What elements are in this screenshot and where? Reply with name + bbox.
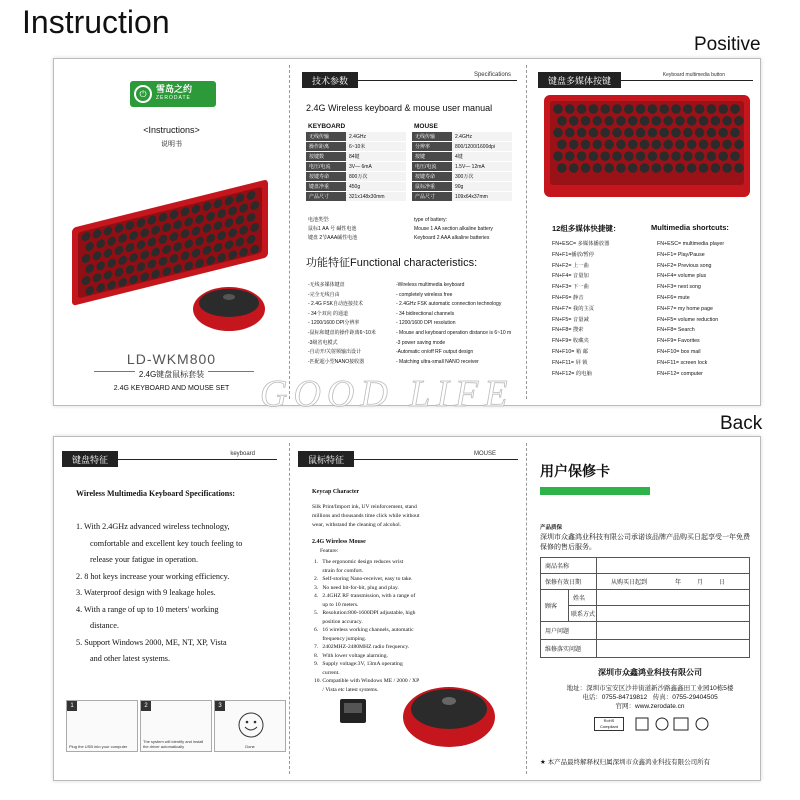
positive-label: Positive bbox=[694, 34, 761, 55]
text-line: - 1200/1600 DPI分辨率 bbox=[308, 320, 360, 327]
spec-key: 产品尺寸 bbox=[412, 192, 452, 201]
text-line: 1. With 2.4GHz advanced wireless technology, bbox=[76, 522, 230, 531]
text-line: FN+F11= 屏 锁 bbox=[552, 359, 588, 366]
mouse-spec-table bbox=[412, 131, 512, 202]
text-line: 4. 2.4GHZ RF transmission, with a range of bbox=[314, 593, 416, 599]
key-cap bbox=[683, 151, 693, 161]
key-cap bbox=[699, 163, 709, 173]
text-line: 3. Waterproof design with 9 leakage holes. bbox=[76, 588, 216, 597]
mouse-features-header: 鼠标特征 MOUSE bbox=[298, 451, 518, 467]
text-line: FN+F2= Previous song bbox=[657, 262, 712, 269]
text-line: 电池类型: bbox=[308, 217, 330, 223]
key-cap bbox=[730, 151, 740, 161]
text-line: FN+F7= my home page bbox=[657, 305, 713, 312]
key-cap bbox=[683, 128, 693, 138]
text-line: FN+ESC= 多媒体播放器 bbox=[552, 241, 610, 247]
key-cap bbox=[589, 151, 599, 161]
spec-row bbox=[412, 132, 512, 141]
key-cap bbox=[711, 163, 721, 173]
key-cap bbox=[659, 128, 669, 138]
instructions-label: <Instructions> bbox=[143, 125, 200, 135]
text-line: strain for comfort. bbox=[314, 567, 364, 574]
text-line: 2. 8 hot keys increase your working efficiency. bbox=[76, 571, 230, 581]
keyboard-spec-table bbox=[306, 131, 406, 202]
power-icon: ⏻ bbox=[134, 85, 152, 103]
front-sheet bbox=[53, 58, 761, 406]
key-cap bbox=[616, 116, 626, 126]
text-line: position accuracy. bbox=[314, 618, 363, 625]
key-cap bbox=[671, 151, 681, 161]
key-cap bbox=[659, 104, 669, 114]
key-cap bbox=[695, 151, 705, 161]
key-cap bbox=[624, 151, 634, 161]
spec-key: 按键寿命 bbox=[306, 172, 346, 181]
text-line: FN+F9= Favorites bbox=[657, 338, 700, 345]
text-line: FN+F3= 下一曲 bbox=[552, 284, 589, 291]
text-line: - 34 bidirectional channels bbox=[396, 310, 455, 317]
spec-value: 2.4GHz bbox=[452, 132, 512, 141]
key-cap bbox=[640, 116, 650, 126]
spec-key: 电压/电流 bbox=[306, 162, 346, 171]
key-cap bbox=[628, 116, 638, 126]
text-line: FN+F6= mute bbox=[657, 294, 690, 301]
text-line: Mouse 1 AA section alkaline battery bbox=[414, 226, 493, 232]
subtitle-cn: 2.4G键盘鼠标套装 bbox=[54, 369, 289, 380]
key-cap bbox=[652, 140, 662, 150]
text-line: FN+F2= 上一曲 bbox=[552, 262, 589, 269]
key-cap bbox=[675, 116, 685, 126]
text-line: and other latest systems. bbox=[90, 654, 171, 663]
rohs-badge: RoHS Compliant bbox=[594, 717, 624, 731]
key-cap bbox=[675, 140, 685, 150]
text-line: -3级省电模式 bbox=[308, 339, 338, 346]
text-line: -Wireless multimedia keyboard bbox=[396, 282, 465, 288]
text-line: 7. 2402MHZ-2480MHZ radio frequency. bbox=[314, 644, 410, 650]
battery-cn bbox=[308, 216, 357, 243]
text-line: 5. Resolution:800-1600DPI adjustable, high bbox=[314, 610, 416, 616]
text-line: 2. Self-storing Nano-receiver, easy to take. bbox=[314, 576, 413, 582]
text-line: FN+F1=播放/暂停 bbox=[552, 251, 595, 258]
keycap-text bbox=[312, 503, 420, 530]
key-cap bbox=[687, 163, 697, 173]
text-line: type of battery: bbox=[414, 217, 448, 223]
row-repair: 维修落实问题 bbox=[541, 640, 597, 657]
mm-en-title: Multimedia shortcuts: bbox=[651, 223, 729, 232]
key-cap bbox=[569, 140, 579, 150]
text-line: -鼠标和键盘的操作距离6~10米 bbox=[308, 329, 376, 336]
key-cap bbox=[734, 140, 744, 150]
key-cap bbox=[707, 104, 717, 114]
key-cap bbox=[671, 128, 681, 138]
key-cap bbox=[565, 104, 575, 114]
field-name[interactable] bbox=[597, 558, 749, 573]
subtitle-en: 2.4G KEYBOARD AND MOUSE SET bbox=[113, 385, 230, 392]
key-cap bbox=[640, 163, 650, 173]
text-line: - 2.4G FSK自动连接技术 bbox=[308, 301, 364, 308]
page-title: Instruction bbox=[22, 4, 170, 40]
key-cap bbox=[659, 151, 669, 161]
spec-row bbox=[306, 132, 406, 141]
company-address: 地址：深圳市宝安区沙井街道新沙路鑫鑫田工业园10栋5楼 bbox=[566, 685, 734, 692]
key-cap bbox=[730, 104, 740, 114]
spec-row bbox=[412, 172, 512, 181]
key-cap bbox=[707, 151, 717, 161]
manual-title: 2.4G Wireless keyboard & mouse user manual bbox=[306, 103, 493, 113]
key-cap bbox=[581, 116, 591, 126]
text-line: Keyboard 2 AAA alkaline batteries bbox=[414, 235, 490, 241]
text-line: - 2.4GHz FSK automatic connection technology bbox=[396, 301, 502, 308]
spec-value: 84键 bbox=[346, 152, 406, 161]
spec-key: 键盘净重 bbox=[306, 182, 346, 191]
instructions-cn: 说明书 bbox=[161, 141, 182, 148]
fold-line bbox=[289, 65, 290, 399]
key-cap bbox=[671, 104, 681, 114]
spec-row bbox=[306, 152, 406, 161]
keyboard-top-illustration bbox=[542, 93, 752, 201]
text-line: FN+ESC= multimedia player bbox=[657, 241, 725, 247]
text-line: FN+F4= 音量加 bbox=[552, 273, 589, 280]
service-label: 产品质保 bbox=[540, 525, 563, 531]
text-line: - Matching ultra-small NANO receiver bbox=[396, 358, 479, 365]
text-line: FN+F12= 的电脑 bbox=[552, 370, 592, 377]
text-line: - completely wireless free bbox=[396, 291, 453, 298]
key-cap bbox=[593, 140, 603, 150]
text-line: 3. No need bit-for-bit, plug and play. bbox=[314, 584, 399, 591]
spec-value: 321x148x30mm bbox=[346, 192, 406, 201]
warranty-form bbox=[540, 557, 750, 658]
spec-key: 按键 bbox=[412, 152, 452, 161]
keycap-title: Keycap Character bbox=[312, 489, 360, 495]
spec-value: 800/1200/1600dpi bbox=[452, 142, 512, 151]
watermark: GOOD LIFE bbox=[260, 373, 514, 415]
green-bar bbox=[540, 487, 650, 495]
mouse-spec-title: MOUSE bbox=[414, 123, 438, 130]
key-cap bbox=[557, 116, 567, 126]
spec-row bbox=[306, 182, 406, 191]
text-line: 6. 16 wireless working channels, automatic bbox=[314, 627, 414, 633]
key-cap bbox=[687, 116, 697, 126]
spec-row bbox=[412, 152, 512, 161]
spec-row bbox=[412, 142, 512, 151]
key-cap bbox=[581, 163, 591, 173]
text-line: 鼠标1 AA 号 碱性电池 bbox=[308, 226, 357, 232]
text-line: wear, withstand the cleaning of alcohol. bbox=[312, 522, 402, 528]
spec-key: 鼠标净重 bbox=[412, 182, 452, 191]
key-cap bbox=[557, 140, 567, 150]
smiley-icon bbox=[237, 711, 265, 739]
brand-logo bbox=[130, 81, 216, 107]
key-cap bbox=[577, 128, 587, 138]
text-line: -无线多媒体键盘 bbox=[308, 282, 345, 288]
install-step-2: 2 The system will identify and install the driver automatically bbox=[140, 700, 212, 752]
fold-line bbox=[526, 65, 527, 399]
key-cap bbox=[675, 163, 685, 173]
text-line: frequency jumping. bbox=[314, 635, 367, 642]
key-cap bbox=[589, 128, 599, 138]
mm-cn-list bbox=[552, 239, 609, 379]
key-cap bbox=[612, 128, 622, 138]
spec-key: 按键寿命 bbox=[412, 172, 452, 181]
key-cap bbox=[640, 140, 650, 150]
row-contact: 联系方式 bbox=[569, 606, 597, 621]
text-line: - 1200/1600 DPI resolution bbox=[396, 320, 456, 327]
key-cap bbox=[648, 104, 658, 114]
install-step-3: 3 Done bbox=[214, 700, 286, 752]
key-cap bbox=[569, 163, 579, 173]
key-cap bbox=[711, 140, 721, 150]
company-site: 官网：www.zerodate.cn bbox=[615, 703, 685, 710]
key-cap bbox=[616, 140, 626, 150]
spec-value: 90g bbox=[452, 182, 512, 191]
usb-receiver-illustration bbox=[334, 691, 374, 731]
company-phone: 电话：0755-84719812 传真：0755-29404505 bbox=[582, 694, 718, 701]
key-cap bbox=[600, 104, 610, 114]
key-cap bbox=[734, 116, 744, 126]
key-cap bbox=[648, 128, 658, 138]
text-line: up to 10 meters. bbox=[314, 601, 359, 608]
spec-value: 300万次 bbox=[452, 172, 512, 181]
key-cap bbox=[695, 104, 705, 114]
text-line: -完全无线自由 bbox=[308, 291, 340, 298]
company-name: 深圳市众鑫鸿业科技有限公司 bbox=[598, 668, 702, 677]
kb-spec-title: KEYBOARD bbox=[308, 123, 346, 130]
key-cap bbox=[612, 151, 622, 161]
feature-label: Feature: bbox=[320, 548, 339, 554]
row-surname: 姓名 bbox=[569, 590, 597, 605]
text-line: 5. Support Windows 2000, ME, NT, XP, Vista bbox=[76, 637, 227, 647]
text-line: - 34个双向 的通道 bbox=[308, 310, 349, 317]
key-cap bbox=[652, 163, 662, 173]
key-cap bbox=[734, 163, 744, 173]
key-cap bbox=[730, 128, 740, 138]
text-line: FN+F8= Search bbox=[657, 327, 695, 334]
text-line: comfortable and excellent key touch feeling to bbox=[90, 538, 243, 548]
kb-features-header: 键盘特征 keyboard bbox=[62, 451, 277, 467]
text-line: FN+F5= volume reduction bbox=[657, 316, 719, 323]
text-line: 8. With lower voltage alarming. bbox=[314, 652, 388, 659]
field-issue[interactable] bbox=[597, 622, 749, 639]
key-cap bbox=[699, 116, 709, 126]
multimedia-header: 键盘多媒体按键 Keyboard multimedia button bbox=[538, 72, 753, 88]
text-line: FN+F7= 我的主页 bbox=[552, 305, 595, 312]
spec-key: 按键数 bbox=[306, 152, 346, 161]
key-cap bbox=[604, 140, 614, 150]
key-cap bbox=[663, 140, 673, 150]
mouse-illustration bbox=[184, 277, 274, 337]
text-line: 4. With a range of up to 10 meters' working bbox=[76, 604, 219, 614]
certification-icons bbox=[634, 715, 714, 733]
key-cap bbox=[683, 104, 693, 114]
spec-row bbox=[306, 162, 406, 171]
text-line: 10. Compatible with Windows ME / 2000 / XP bbox=[314, 678, 420, 684]
key-cap bbox=[628, 140, 638, 150]
text-line: FN+F12= computer bbox=[657, 370, 703, 377]
field-surname[interactable] bbox=[597, 590, 749, 605]
battery-en bbox=[414, 216, 493, 243]
key-cap bbox=[600, 151, 610, 161]
text-line: FN+F6= 静音 bbox=[552, 294, 584, 301]
key-cap bbox=[722, 140, 732, 150]
key-cap bbox=[577, 104, 587, 114]
row-customer: 顾客 bbox=[541, 590, 569, 621]
spec-row bbox=[412, 162, 512, 171]
text-line: - Mouse and keyboard operation distance is 6~10 m bbox=[396, 329, 512, 336]
key-cap bbox=[663, 116, 673, 126]
key-cap bbox=[593, 116, 603, 126]
key-cap bbox=[636, 128, 646, 138]
text-line: FN+F1= Play/Pause bbox=[657, 251, 705, 258]
key-cap bbox=[722, 116, 732, 126]
spec-key: 无线传输 bbox=[412, 132, 452, 141]
text-line: -Automatic on/off RF output design bbox=[396, 349, 474, 356]
key-cap bbox=[565, 151, 575, 161]
spec-row bbox=[306, 172, 406, 181]
key-cap bbox=[581, 140, 591, 150]
key-cap bbox=[553, 151, 563, 161]
text-line: distance. bbox=[90, 621, 119, 630]
spec-row bbox=[412, 192, 512, 201]
key-cap bbox=[663, 163, 673, 173]
key-cap bbox=[600, 128, 610, 138]
mouse-photo bbox=[394, 673, 504, 753]
spec-value: 6~10米 bbox=[346, 142, 406, 151]
kb-spec-heading: Wireless Multimedia Keyboard Specifications: bbox=[76, 489, 236, 498]
text-line: FN+F10= box mail bbox=[657, 348, 701, 355]
key-cap bbox=[628, 163, 638, 173]
key-cap bbox=[718, 151, 728, 161]
spec-value: 4键 bbox=[452, 152, 512, 161]
spec-row bbox=[306, 142, 406, 151]
mm-cn-title: 12组多媒体快捷键： bbox=[552, 224, 621, 233]
spec-key: 无线传输 bbox=[306, 132, 346, 141]
key-cap bbox=[616, 163, 626, 173]
specs-header: 技术参数 Specifications bbox=[302, 72, 517, 88]
key-cap bbox=[718, 104, 728, 114]
text-line: FN+F4= volume plus bbox=[657, 273, 707, 280]
text-line: FN+F11= screen lock bbox=[657, 359, 708, 366]
text-line: FN+F9= 收藏夹 bbox=[552, 338, 589, 345]
spec-value: 2.4GHz bbox=[346, 132, 406, 141]
key-cap bbox=[577, 151, 587, 161]
key-cap bbox=[604, 116, 614, 126]
service-text: 深圳市众鑫鸿业科技有限公司承诺该品牌产品购买日起享受一年免费保修的售后服务。 bbox=[540, 534, 750, 551]
features-en bbox=[396, 281, 511, 367]
spec-value: 3V— 6mA bbox=[346, 162, 406, 171]
key-cap bbox=[707, 128, 717, 138]
model-number: LD-WKM800 bbox=[126, 351, 217, 367]
mouse-feature-title: 2.4G Wireless Mouse bbox=[312, 539, 366, 545]
spec-value: 450g bbox=[346, 182, 406, 191]
key-cap bbox=[612, 104, 622, 114]
key-cap bbox=[652, 116, 662, 126]
back-label: Back bbox=[720, 413, 763, 434]
spec-key: 操作距离 bbox=[306, 142, 346, 151]
text-line: 键盘 2节AAA碱性电池 bbox=[308, 235, 358, 241]
field-contact[interactable] bbox=[597, 606, 749, 621]
kb-spec-list bbox=[76, 519, 242, 668]
field-repair[interactable] bbox=[597, 640, 749, 657]
spec-value: 1.5V— 12mA bbox=[452, 162, 512, 171]
logo-en: ZERODATE bbox=[156, 95, 191, 101]
field-period[interactable]: 从购买日起到 年 月 日 bbox=[611, 580, 726, 586]
features-title: 功能特征Functional characteristics: bbox=[306, 257, 478, 269]
text-line: millions and thousands time click while without bbox=[312, 513, 420, 519]
spec-key: 电压/电流 bbox=[412, 162, 452, 171]
row-period: 保修有效日期 bbox=[541, 574, 597, 589]
key-cap bbox=[718, 128, 728, 138]
text-line: FN+F10= 箱 邮 bbox=[552, 348, 588, 355]
spec-value: 109x64x37mm bbox=[452, 192, 512, 201]
key-cap bbox=[636, 104, 646, 114]
text-line: -3 power saving mode bbox=[396, 339, 446, 346]
spec-row bbox=[306, 192, 406, 201]
row-issue: 用户问题 bbox=[541, 622, 597, 639]
text-line: Silk Print/Import ink, UV reinforcement, stand bbox=[312, 504, 417, 510]
text-line: 9. Supply voltage:3V, 13mA operating bbox=[314, 661, 403, 667]
text-line: FN+F5= 音量减 bbox=[552, 316, 589, 323]
mm-en-list bbox=[657, 239, 724, 379]
text-line: release your fatigue in operation. bbox=[90, 555, 198, 564]
key-cap bbox=[553, 128, 563, 138]
key-cap bbox=[557, 163, 567, 173]
text-line: FN+F8= 搜索 bbox=[552, 327, 584, 334]
key-cap bbox=[636, 151, 646, 161]
install-step-1: 1 Plug the USB into your computer bbox=[66, 700, 138, 752]
spec-row bbox=[412, 182, 512, 191]
rights-notice: ★ 本产品最终解释权归属深圳市众鑫鸿业科技有限公司所有 bbox=[540, 759, 711, 766]
spec-key: 产品尺寸 bbox=[306, 192, 346, 201]
fold-line bbox=[526, 443, 527, 774]
fold-line bbox=[289, 443, 290, 774]
row-name: 商品名称 bbox=[541, 558, 597, 573]
logo-cn: 雪岛之约 bbox=[156, 84, 193, 94]
key-cap bbox=[687, 140, 697, 150]
key-cap bbox=[569, 116, 579, 126]
text-line: current. bbox=[314, 669, 340, 676]
key-cap bbox=[593, 163, 603, 173]
key-cap bbox=[699, 140, 709, 150]
key-cap bbox=[624, 104, 634, 114]
key-cap bbox=[648, 151, 658, 161]
text-line: / Vista etc latest systems. bbox=[314, 686, 379, 693]
features-cn bbox=[308, 281, 376, 367]
key-cap bbox=[711, 116, 721, 126]
key-cap bbox=[722, 163, 732, 173]
key-cap bbox=[624, 128, 634, 138]
text-line: FN+F3= next song bbox=[657, 284, 701, 291]
key-cap bbox=[565, 128, 575, 138]
text-line: 1. The ergonomic design reduces wrist bbox=[314, 559, 404, 565]
key-cap bbox=[604, 163, 614, 173]
key-cap bbox=[589, 104, 599, 114]
spec-key: 分辨率 bbox=[412, 142, 452, 151]
text-line: -匹配超小型NANO接收器 bbox=[308, 358, 365, 365]
spec-value: 800万次 bbox=[346, 172, 406, 181]
key-cap bbox=[695, 128, 705, 138]
warranty-title: 用户保修卡 bbox=[540, 463, 610, 479]
key-cap bbox=[553, 104, 563, 114]
text-line: -自动开/关射频输出设计 bbox=[308, 349, 362, 356]
